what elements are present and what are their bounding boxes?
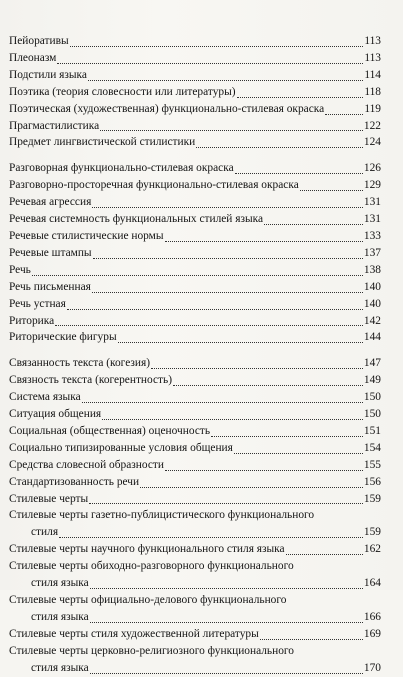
toc-entry-title: Речевая системность функциональных стилей языка: [9, 213, 264, 226]
toc-entry: [9, 134, 381, 151]
toc-entry: [9, 329, 381, 346]
toc-entry-title: Разговорно-просторечная функционально-стилевая окраска: [9, 179, 299, 192]
toc-entry-page-number: 150: [363, 391, 381, 404]
toc-entry-page-number: 147: [363, 357, 381, 370]
toc-entry-title: Стилевые черты стиля художественной литературы: [9, 627, 259, 640]
toc-entry-title: стиля языка: [31, 577, 89, 590]
toc-group: [9, 355, 381, 676]
toc-entry: [9, 524, 381, 541]
toc-entry-page-number: 159: [363, 526, 381, 539]
dot-leader: [165, 458, 363, 471]
toc-entry-title-line1: Стилевые черты обиходно-разговорного функционального: [9, 560, 294, 573]
toc-entry-page-number: 142: [363, 314, 381, 327]
toc-entry: [9, 423, 381, 440]
toc-entry: [9, 575, 381, 592]
dot-leader: [102, 407, 363, 420]
toc-entry-page-number: 131: [363, 196, 381, 209]
toc-entry-title-line1: Стилевые черты официально-делового функционального: [9, 594, 287, 606]
toc-entry-title: Речь письменная: [9, 280, 91, 293]
toc-entry-title: Прагмастилистика: [9, 119, 100, 132]
dot-leader: [286, 542, 363, 555]
dot-leader: [90, 576, 363, 589]
dot-leader: [325, 102, 363, 115]
toc-entry: [9, 491, 381, 508]
toc-entry-title: Стилевые черты научного функционального стиля языка: [9, 543, 285, 556]
toc-entry-page-number: 154: [363, 441, 381, 454]
toc-entry: [9, 50, 381, 67]
dot-leader: [237, 85, 364, 98]
dot-leader: [59, 525, 363, 538]
dot-leader: [88, 68, 363, 81]
toc-entry: [9, 160, 381, 177]
toc-entry-page-number: 140: [363, 280, 381, 293]
dot-leader: [211, 424, 363, 437]
dot-leader: [100, 118, 363, 131]
dot-leader: [55, 313, 363, 326]
dot-leader: [196, 135, 363, 148]
dot-leader: [90, 610, 363, 623]
toc-entry-title: Предмет лингвистической стилистики: [9, 136, 196, 149]
toc-entry-title: Речевая агрессия: [9, 196, 92, 209]
toc-entry: [9, 245, 381, 262]
toc-entry-title: Социально типизированные условия общения: [9, 441, 233, 454]
dot-leader: [93, 246, 363, 259]
dot-leader: [32, 263, 363, 276]
toc-entry: [9, 177, 381, 194]
dot-leader: [264, 212, 363, 225]
toc-entry-title: Плеоназм: [9, 51, 57, 64]
toc-entry-page-number: 155: [363, 458, 381, 471]
toc-entry: [9, 457, 381, 474]
toc-entry-title: стиля: [31, 526, 59, 539]
toc-entry-title: Ситуация общения: [9, 408, 102, 421]
toc-entry-title: Речевые штампы: [9, 246, 92, 259]
toc-entry: [9, 372, 381, 389]
toc-entry-title: Стилевые черты: [9, 492, 89, 505]
toc-entry-page-number: 162: [363, 543, 381, 556]
dot-leader: [151, 356, 363, 369]
dot-leader: [140, 475, 363, 488]
toc-entry-title: Разговорная функционально-стилевая окраска: [9, 162, 234, 175]
toc-entry-title: Социальная (общественная) оценочность: [9, 424, 211, 437]
toc-entry-page-number: 113: [364, 51, 381, 64]
toc-entry-page-number: 119: [364, 102, 381, 115]
toc-entry: [9, 84, 381, 101]
toc-entry-page-number: 144: [363, 331, 381, 344]
toc-entry-title: стиля языка: [31, 610, 89, 623]
toc-entry: [9, 101, 381, 118]
dot-leader: [90, 661, 363, 674]
dot-leader: [173, 373, 363, 386]
toc-entry-title: Речь устная: [9, 297, 66, 310]
toc-entry-title: Поэтическая (художественная) функционально-стилевая окраска: [9, 102, 325, 115]
toc-entry-title: Система языка: [9, 391, 81, 404]
toc-entry-title-line1: Стилевые черты газетно-публицистического функционального: [9, 509, 315, 522]
group-gap: [9, 346, 381, 355]
toc-entry-page-number: 113: [364, 35, 381, 47]
toc-entry-title: стиля языка: [31, 661, 89, 674]
toc-entry-page-number: 126: [363, 162, 381, 175]
toc-entry: [9, 474, 381, 491]
toc-entry: [9, 194, 381, 211]
toc-entry: [9, 211, 381, 228]
dot-leader: [235, 161, 363, 174]
toc-entry-page-number: 149: [363, 374, 381, 387]
toc-entry-title: Речевые стилистические нормы: [9, 229, 164, 242]
toc-entry: [9, 279, 381, 296]
dot-leader: [67, 297, 363, 310]
toc-entry-title: Пейоративы: [9, 35, 69, 47]
group-gap: [9, 151, 381, 160]
toc-entry-title: Подстили языка: [9, 68, 87, 81]
toc-entry-page-number: 140: [363, 297, 381, 310]
toc-entry: [9, 626, 381, 643]
toc-entry: [9, 228, 381, 245]
toc-group: [9, 33, 381, 151]
toc-entry-title: Поэтика (теория словесности или литературы): [9, 85, 236, 98]
toc-entry-page-number: 169: [363, 627, 381, 640]
dot-leader: [82, 390, 363, 403]
toc-entry-title: Риторические фигуры: [9, 331, 117, 344]
toc-entry: [9, 406, 381, 423]
dot-leader: [234, 441, 363, 454]
dot-leader: [57, 51, 363, 64]
toc-entry: [9, 33, 381, 50]
toc-entry-page-number: 131: [363, 213, 381, 226]
dot-leader: [118, 330, 363, 343]
toc-entry-title: Средства словесной образности: [9, 458, 164, 471]
dot-leader: [92, 195, 363, 208]
toc-entry-page-number: 133: [363, 229, 381, 242]
toc-entry-title-line1: Стилевые черты церковно-религиозного функционального: [9, 644, 294, 657]
toc-entry-title: Речь: [9, 263, 31, 276]
toc-entry-page-number: 151: [363, 424, 381, 437]
dot-leader: [300, 178, 363, 191]
toc-entry: [9, 389, 381, 406]
toc-entry-page-number: 122: [363, 119, 381, 132]
toc-entry-title: Риторика: [9, 314, 55, 327]
toc-entry: [9, 440, 381, 457]
toc-entry: [9, 660, 381, 677]
toc-entry: [9, 609, 381, 626]
toc-entry: [9, 262, 381, 279]
dot-leader: [70, 34, 364, 47]
toc-entry-page-number: 170: [363, 661, 381, 674]
toc-entry-page-number: 137: [363, 246, 381, 259]
toc-entry-page-number: 164: [363, 577, 381, 590]
toc-entry-page-number: 159: [363, 492, 381, 505]
toc-entry-page-number: 124: [363, 136, 381, 149]
toc-entry: [9, 355, 381, 372]
toc-entry: [9, 541, 381, 558]
dot-leader: [92, 280, 363, 293]
dot-leader: [165, 229, 363, 242]
toc-entry-page-number: 114: [364, 68, 381, 81]
toc-entry-title: Стандартизованность речи: [9, 475, 140, 488]
toc-entry-page-number: 166: [363, 610, 381, 623]
dot-leader: [89, 491, 363, 504]
toc-entry: [9, 67, 381, 84]
toc-entry-page-number: 156: [363, 475, 381, 488]
toc-entry-page-number: 138: [363, 263, 381, 276]
toc-entry-page-number: 118: [364, 85, 381, 98]
toc-entry-page-number: 129: [363, 179, 381, 192]
toc-group: [9, 160, 381, 346]
toc-entry: [9, 313, 381, 330]
dot-leader: [260, 627, 363, 640]
toc-entry-page-number: 150: [363, 408, 381, 421]
toc-entry: [9, 118, 381, 135]
toc-entry-title: Связанность текста (когезия): [9, 357, 151, 370]
toc-entry-title: Связность текста (когерентность): [9, 374, 173, 387]
toc-entry: [9, 296, 381, 313]
